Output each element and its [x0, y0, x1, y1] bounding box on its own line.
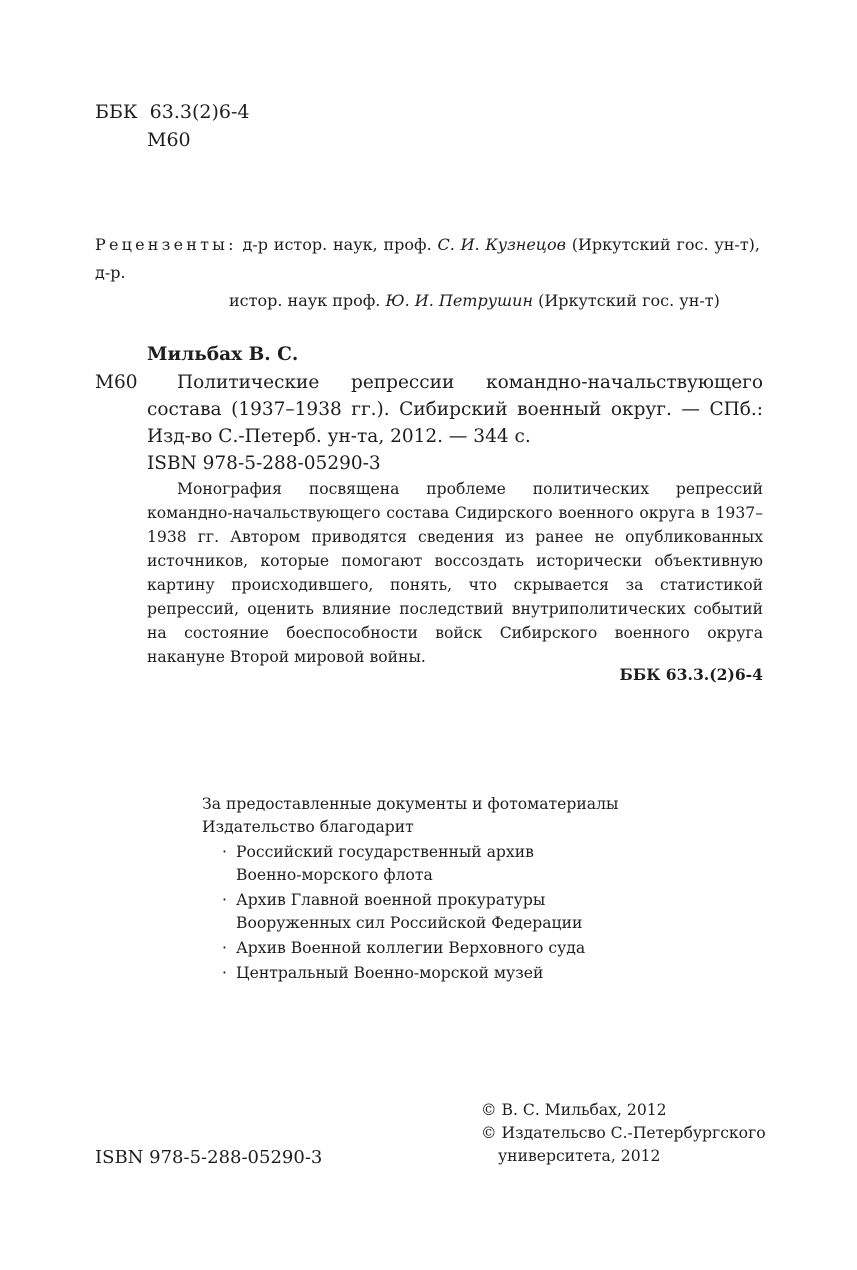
author-sign: М60 — [147, 129, 191, 151]
reviewer-name-2: Ю. И. Петрушин — [385, 291, 533, 310]
reviewer-name-1: С. И. Кузнецов — [437, 235, 566, 254]
copyright-publisher: © Издательсво С.-Петербургского — [481, 1124, 766, 1142]
bullet-icon: · — [222, 964, 227, 982]
reviewers-text-2: (Иркутский гос. ун-т), д-р. — [95, 235, 761, 282]
abstract: Монография посвящена проблеме политических репрессий командно-начальствующего состава Сидирского военного округа в 1937–1938 гг. Автором приводятся сведения из ранее не опубликованных источников, которые помогают воссоздать исторически объективную картину происходившего, понять, что скрывается за статистикой репрессий, оценить влияние последствий внутриполитических событий на состояние боеспособности войск Сибирского военного округа накануне Второй мировой войны. — [147, 480, 763, 666]
list-item — [222, 889, 585, 935]
acknowledgements-line-2: Издательство благодарит — [202, 818, 414, 836]
entry-isbn: ISBN 978-5-288-05290-3 — [147, 453, 381, 474]
bullet-icon: · — [222, 891, 227, 909]
author-name: Мильбах В. С. — [147, 344, 299, 365]
citation: Политические репрессии командно-начальствующего состава (1937–1938 гг.). Сибирский военный округ. — СПб.: Изд-во С.-Петерб. ун-та, 2012. — 344 с. — [147, 372, 763, 447]
acknowledgements-line-1: За предоставленные документы и фотоматериалы — [202, 795, 619, 813]
list-item — [222, 962, 585, 985]
archive-list — [222, 841, 585, 987]
list-item — [222, 937, 585, 960]
copyright-author: © В. С. Мильбах, 2012 — [481, 1101, 667, 1119]
copyright-publisher-cont: университета, 2012 — [498, 1147, 661, 1165]
archive-name: Российский государственный архив — [236, 843, 534, 861]
copyright-block — [481, 1099, 766, 1168]
bullet-icon: · — [222, 939, 227, 957]
bibliographic-entry — [147, 369, 763, 477]
bbk-label: ББК — [95, 101, 138, 123]
bbk-block — [95, 98, 249, 154]
reviewers-text-4: (Иркутский гос. ун-т) — [532, 291, 720, 310]
reviewers-text-1: д-р истор. наук, проф. — [236, 235, 438, 254]
list-item — [222, 841, 585, 887]
acknowledgements-intro — [202, 793, 618, 839]
archive-name: Архив Военной коллегии Верховного суда — [236, 939, 586, 957]
archive-name: Центральный Военно-морской музей — [236, 964, 544, 982]
bbk-code: 63.3(2)6-4 — [149, 101, 250, 123]
bullet-icon: · — [222, 843, 227, 861]
reviewers-text-3: истор. наук проф. — [229, 291, 386, 310]
abstract-bbk: ББК 63.3.(2)6-4 — [619, 665, 763, 684]
reviewers — [95, 231, 760, 315]
reviewers-label: Рецензенты: — [95, 235, 237, 254]
archive-name-cont: Военно-морского флота — [236, 866, 433, 884]
archive-name: Архив Главной военной прокуратуры — [236, 891, 546, 909]
archive-name-cont: Вооруженных сил Российской Федерации — [236, 914, 583, 932]
isbn: ISBN 978-5-288-05290-3 — [95, 1147, 323, 1168]
entry-code: М60 — [95, 372, 138, 393]
